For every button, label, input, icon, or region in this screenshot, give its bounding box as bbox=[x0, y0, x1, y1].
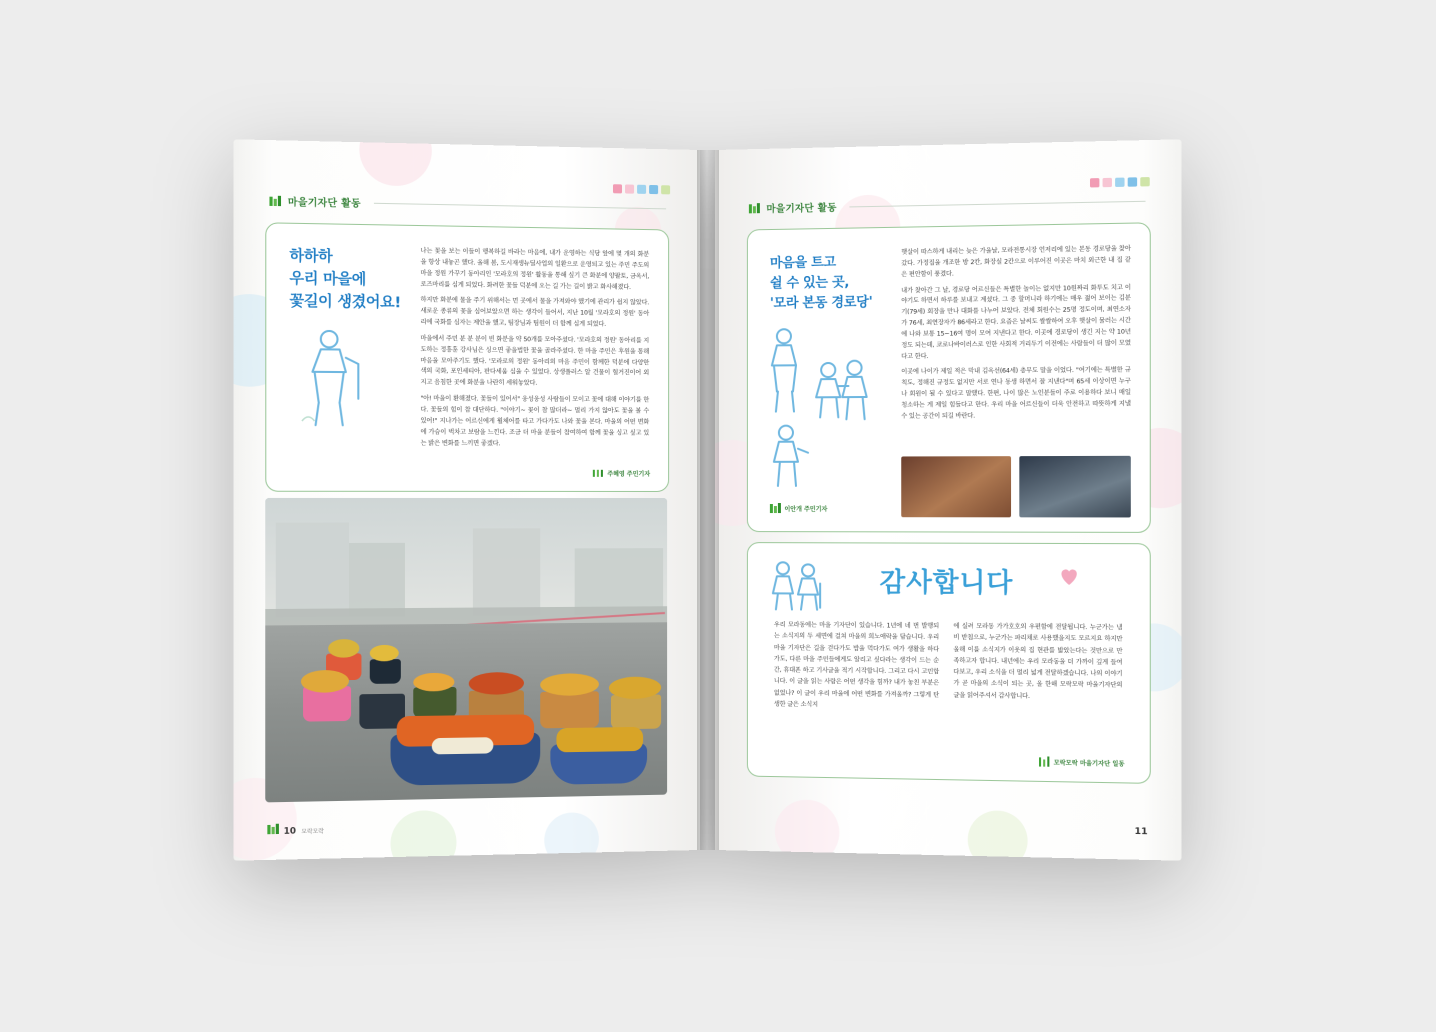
byline-text: 모락모락 마을기자단 일동 bbox=[1053, 759, 1125, 768]
paragraph: 내가 찾아간 그 날, 경로당 어르신들은 특별한 놀이는 없지만 10원짜리 화투도 치고 이야기도 하면서 하루를 보내고 계셨다. 그 중 할머니라 하기에는 매우 젊어 보이는 김분기(79세) 회장을 만나 대화를 나누어 보았다. 전체 회원수는 25명 정도이며, 최연소자가 76세, 최연장자가 86세라고 한다. 요즘은 날씨도 쌀쌀하여 오후 햇살이 물러는 시간에 나와 보통 15~16여 명이 모여 지낸다고 한다. 이곳에 경로당이 생긴 지는 약 10년 정도 되는데, 코로나바이러스로 인한 사회적 거리두기 이전에는 사람들이 더 많이 모였다고 한다. bbox=[901, 283, 1131, 360]
decor-circle bbox=[391, 810, 457, 861]
right-article-panel bbox=[747, 222, 1151, 533]
decor-circle bbox=[359, 139, 431, 186]
three-bars-icon bbox=[267, 824, 278, 835]
elderly-couple-icon bbox=[766, 321, 891, 503]
square-chip bbox=[1115, 178, 1124, 187]
paragraph: 햇살이 따스하게 내리는 늦은 가을날, 모라전통시장 언저리에 있는 본동 경로당을 찾아갔다. 가정집을 개조한 방 2칸, 화장실 2칸으로 이루어진 이곳은 마치 외근한 내 집 같은 편안함이 풍겼다. bbox=[901, 245, 1131, 279]
left-page-photo bbox=[265, 498, 667, 802]
right-article-photos bbox=[901, 456, 1131, 518]
decor-circle bbox=[775, 799, 839, 861]
photo-building bbox=[276, 523, 349, 618]
left-page-header bbox=[269, 194, 666, 216]
left-article-body bbox=[420, 246, 649, 455]
left-article-panel bbox=[265, 222, 669, 492]
title-line-1: 하하하 bbox=[289, 248, 333, 266]
left-article-title bbox=[289, 246, 404, 314]
decor-circle bbox=[968, 810, 1028, 861]
thanks-column: 우리 모라동에는 마을 기자단이 있습니다. 1년에 네 번 발행되는 소식지의 두 세면에 걸쳐 마을의 희노애락을 담습니다. 우리 마을 기자단은 길을 걷다가도 밥을 먹다가도 여가 생활을 하다가도, 다른 마을 주민들에게도 알리고 싶다라는 생각이 드는 순간, 휴대폰 하고 기사글을 적기 시작합니다. 그리고 다시 고민합니다. 이 글을 읽는 사람은 어떤 생각을 힘까? 내가 놓친 부분은 없었나? 이 글이 우리 마을에 어떤 변화를 가져올까? 그렇게 탄생한 글은 소식지 bbox=[773, 621, 940, 709]
corner-decoration bbox=[613, 184, 670, 194]
heart-icon bbox=[625, 184, 634, 193]
photo-building bbox=[473, 528, 540, 615]
page-number: 10 bbox=[283, 826, 297, 837]
paragraph: "아! 마을이 환해졌다. 꽃들이 있어서" 웅성웅성 사람들이 모이고 꽃에 대해 이야기를 한다. 꽃들의 힘이 참 대단하다. "이야기~ 꽃이 참 많더라~ 멀리 가지 않아도 꽃을 볼 수 있어!" 지나가는 어르신에게 휠체어를 타고 가다가도 나와 꽃을 본다. 마을의 어떤 변화에 가슴이 벅차고 보람을 느낀다. 조금 더 마을 분들이 참여하여 함께 꽃을 싱고 싶고 있는 밝은 변화를 느끼면 좋겠다. bbox=[420, 395, 650, 447]
flower-pot bbox=[413, 687, 456, 718]
footer-label: 모락모락 bbox=[301, 828, 324, 836]
header-rule bbox=[850, 200, 1146, 207]
corner-decoration bbox=[1090, 177, 1150, 187]
photo-seniors-gathering bbox=[901, 456, 1011, 517]
photo-building bbox=[575, 548, 663, 615]
square-chip bbox=[1128, 177, 1137, 186]
three-bars-icon bbox=[593, 470, 604, 477]
paragraph: 이곳에 나이가 제일 적은 막내 김옥선(64세) 총무도 말을 이었다. "여기에는 특별한 규칙도, 정해진 규정도 없지만 서로 연나 동생 하면서 잘 지낸다"며 65세 이상이면 누구나 회원이 될 수 있다고 말했다. 한편, 나이 많은 노인분들이 주로 이용하다 보니 매일 청소하는 게 제일 힘들다고 한다. 우리 마을 어르신들이 더욱 안전하고 따뜻하게 지낼 수 있는 공간이 되길 바란다. bbox=[901, 366, 1131, 420]
square-chip bbox=[637, 185, 646, 194]
right-article-body bbox=[901, 244, 1131, 428]
magazine-spread bbox=[245, 150, 1195, 870]
title-line-1: 마음을 트고 bbox=[769, 255, 836, 272]
three-bars-icon bbox=[1039, 756, 1050, 766]
right-page bbox=[715, 139, 1181, 860]
three-bars-icon bbox=[269, 196, 280, 206]
elderly-walker-icon bbox=[294, 322, 375, 435]
heart-icon bbox=[1103, 178, 1112, 187]
decor-circle bbox=[544, 812, 599, 861]
byline-text: 주혜영 주민기자 bbox=[607, 470, 651, 478]
paragraph: 마을에서 주민 분 분 분이 빈 화분을 약 50개를 모아주셨다. '모라호의 정원' 동아리를 지도하는 정흥훈 강사님은 싱으면 좋을법한 꽃을 골라주셨다. 한 마을 주민은 후원을 통해 마음을 모아주기도 했다. '모라로의 정원' 동아리의 마음 주민이 함께한 덕분에 다양한 색의 국화, 포인세티아, 판다세움 심을 수 있었다. 상생플러스 알 건물이 헐거진이어 외지고 음침한 곳에 화분을 나란히 세워놓았다. bbox=[420, 334, 650, 388]
thanks-byline bbox=[1039, 756, 1125, 768]
title-line-3: 꽃길이 생겼어요! bbox=[289, 293, 401, 311]
left-article-byline bbox=[593, 469, 650, 478]
right-page-header bbox=[749, 194, 1146, 216]
heart-icon bbox=[1058, 566, 1081, 587]
flower-pot bbox=[540, 691, 599, 728]
thanks-column: 에 실려 모라동 가가호호의 우편함에 전달됩니다. 누군가는 냄비 받침으로, 누군가는 파리채로 사용했을지도 모르지요 하지만 올해 이를 소식지가 이웃의 집 현관를 밟았는다는 것만으로 만족하고자 합니다. 내년에는 우리 모라동을 더 가까이 깊게 들여다보고, 우리 소식을 더 멀리 넓게 전달하겠습니다. 나의 이야기가 곧 마을의 소식이 되는 곳, 올 한해 모락모락 마을기자단의 글을 읽어주셔서 감사합니다. bbox=[953, 622, 1123, 700]
three-bars-icon bbox=[770, 503, 781, 513]
flower-bloom bbox=[432, 737, 494, 754]
right-article-title bbox=[770, 252, 883, 314]
flower-pot bbox=[611, 694, 661, 729]
right-article-byline bbox=[770, 503, 827, 513]
paragraph: 하지만 화분에 물을 주기 위해서는 먼 곳에서 물을 가져와야 했기에 관리가 쉽지 않았다. 새로운 종류의 꽃을 심어보았으면 하는 생각이 들어서, 지난 10월 '모라호의 정원' 동아리에 국화를 심자는 제안을 했고, 팀장님과 팀원이 더 함께 심게 되었다. bbox=[420, 296, 650, 329]
section-label: 마을기자단 활동 bbox=[287, 197, 361, 210]
title-line-2: 우리 마을에 bbox=[289, 270, 366, 289]
flower-pot bbox=[370, 659, 401, 684]
square-chip bbox=[661, 185, 670, 194]
thanks-body bbox=[774, 619, 1123, 714]
heart-icon bbox=[1090, 178, 1099, 187]
section-label: 마을기자단 활동 bbox=[766, 202, 837, 216]
photo-building bbox=[349, 543, 405, 617]
thanks-heading: 감사합니다 bbox=[879, 567, 1014, 599]
left-page bbox=[234, 139, 700, 860]
thanks-panel bbox=[747, 542, 1151, 784]
right-page-number: 11 bbox=[1134, 826, 1148, 838]
square-chip bbox=[1140, 177, 1149, 186]
paragraph: 나는 꽃을 보는 이들이 행복하길 바라는 마음에, 내가 운영하는 식당 앞에 몇 개의 화분을 항상 내놓곤 했다. 올해 봄, 도시재생뉴딜사업의 일환으로 운영되고 있는 주민 주도의 마을 정원 가꾸기 동아리인 '모라호의 정원' 활동을 통해 싶기 큰 화분에 양팔토, 금옥서, 로즈마리를 심게 되었다. 화려한 꽃들 덕분에 오는 길 가는 길이 밝고 화사해졌다. bbox=[420, 247, 650, 291]
header-rule bbox=[374, 202, 666, 209]
three-bars-icon bbox=[749, 203, 759, 213]
heart-icon bbox=[613, 184, 622, 193]
photo-group-portrait bbox=[1019, 456, 1131, 518]
byline-text: 이안개 주민기자 bbox=[784, 505, 828, 513]
title-line-3: '모라 본동 경로당' bbox=[769, 295, 873, 312]
left-page-footer bbox=[267, 823, 324, 838]
square-chip bbox=[649, 185, 658, 194]
flower-bloom bbox=[556, 727, 643, 753]
title-line-2: 쉴 수 있는 곳, bbox=[769, 275, 850, 292]
